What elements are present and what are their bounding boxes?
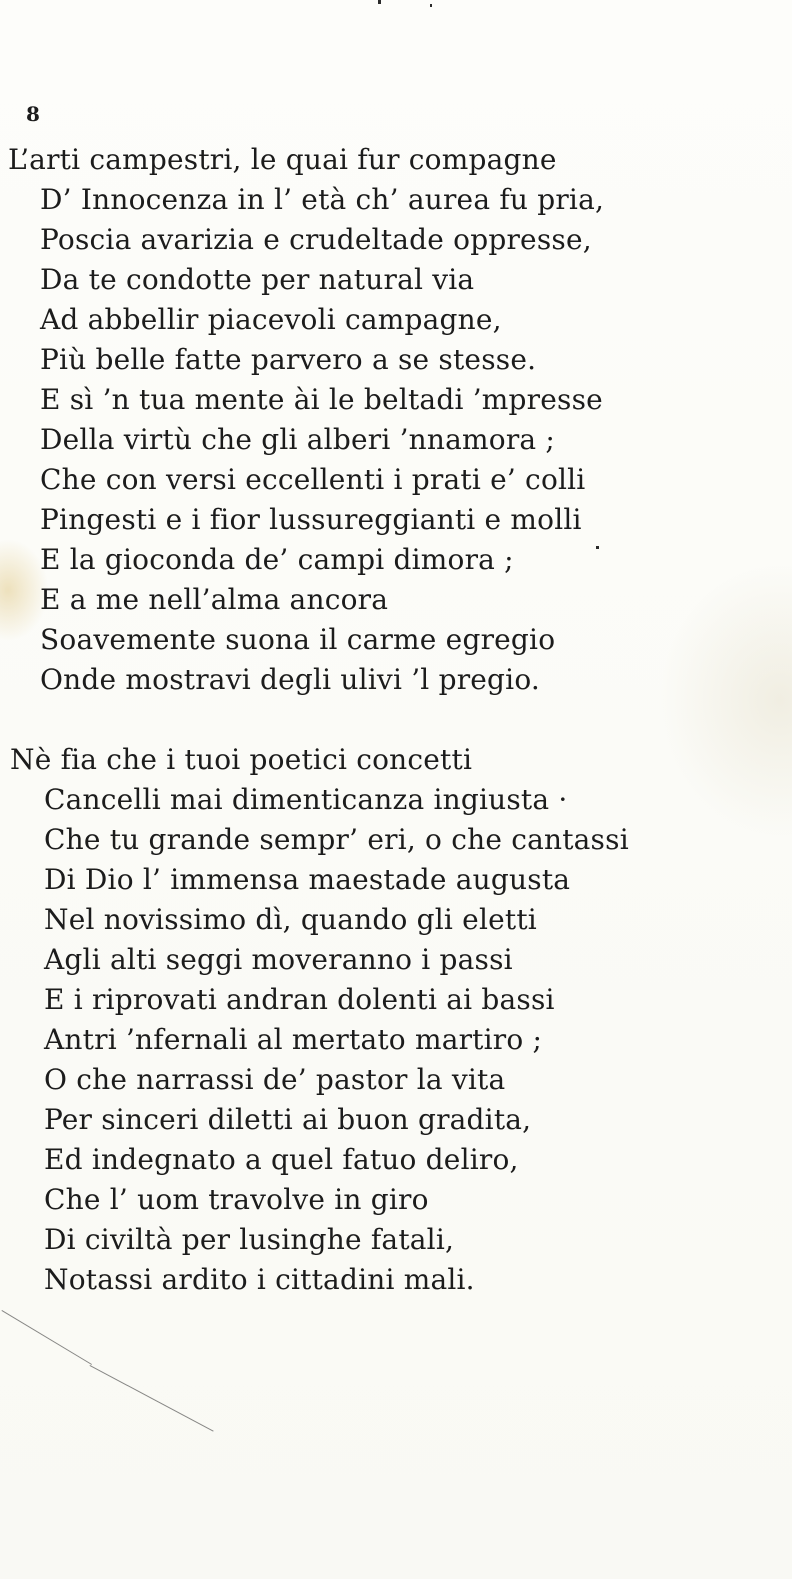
verse-line: Per sinceri diletti ai buon gradita, [44,1103,532,1136]
verse-line: Antri ’nfernali al mertato martiro ; [44,1023,543,1056]
verse-line: E a me nell’alma ancora [40,583,389,616]
verse-line: Che l’ uom travolve in giro [44,1183,429,1216]
verse-line: Ad abbellir piacevoli campagne, [40,303,502,336]
ink-speck [378,0,381,4]
verse-line: E i riprovati andran dolenti ai bassi [44,983,555,1016]
paper-crease [1,1310,92,1365]
verse-line: Cancelli mai dimenticanza ingiusta · [44,783,568,816]
verse-line: Ed indegnato a quel fatuo deliro, [44,1143,519,1176]
verse-line: Che tu grande sempr’ eri, o che cantassi [44,823,629,856]
page-number: 8 [26,102,40,126]
verse-line: Da te condotte per natural via [40,263,475,296]
verse-line: Nè fia che i tuoi poetici concetti [10,743,473,776]
ink-speck [596,546,599,549]
verse-line: Agli alti seggi moveranno i passi [44,943,513,976]
ink-speck [430,4,432,7]
verse-line: L’arti campestri, le quai fur compagne [8,143,557,176]
verse-line: Più belle fatte parvero a se stesse. [40,343,537,376]
verse-line: Pingesti e i fior lussureggianti e molli [40,503,582,536]
verse-line: Di civiltà per lusinghe fatali, [44,1223,455,1256]
verse-line: Onde mostravi degli ulivi ’l pregio. [40,663,540,696]
verse-line: E la gioconda de’ campi dimora ; [40,543,514,576]
verse-line: Che con versi eccellenti i prati e’ colli [40,463,586,496]
verse-line: Poscia avarizia e crudeltade oppresse, [40,223,592,256]
verse-line: Della virtù che gli alberi ’nnamora ; [40,423,556,456]
paper-crease [90,1365,214,1432]
verse-line: Notassi ardito i cittadini mali. [44,1263,475,1296]
verse-line: Nel novissimo dì, quando gli eletti [44,903,537,936]
verse-line: O che narrassi de’ pastor la vita [44,1063,506,1096]
verse-line: E sì ’n tua mente ài le beltadi ’mpresse [40,383,603,416]
verse-line: Di Dio l’ immensa maestade augusta [44,863,571,896]
verse-line: Soavemente suona il carme egregio [40,623,556,656]
verse-line: D’ Innocenza in l’ età ch’ aurea fu pria, [40,183,605,216]
